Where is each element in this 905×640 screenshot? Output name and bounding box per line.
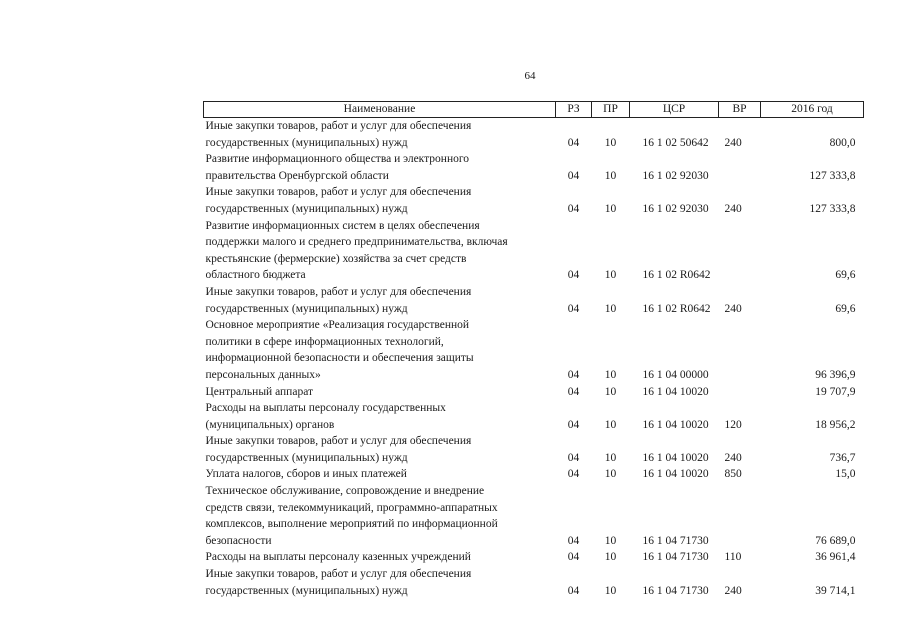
row-csr: 16 1 02 R0642 — [642, 269, 711, 282]
row-rz: 04 — [567, 534, 580, 547]
row-pr: 10 — [604, 136, 617, 149]
row-sum: 15,0 — [835, 468, 856, 481]
row-vr: 110 — [724, 551, 742, 564]
row-pr: 10 — [604, 302, 617, 315]
table-row — [204, 466, 864, 483]
row-vr — [719, 151, 761, 184]
row-name: Иные закупки товаров, работ и услуг для обеспечения государственных (муниципальных) нужд — [205, 285, 472, 315]
row-rz: 04 — [567, 468, 580, 481]
table-row — [204, 218, 864, 284]
row-csr: 16 1 02 92030 — [642, 169, 709, 182]
row-csr: 16 1 04 71730 — [642, 534, 709, 547]
header-year: 2016 год — [761, 102, 864, 118]
row-vr — [719, 218, 761, 284]
row-name: Иные закупки товаров, работ и услуг для обеспечения государственных (муниципальных) нужд — [205, 435, 472, 464]
row-csr: 16 1 02 92030 — [642, 202, 709, 215]
row-pr: 10 — [604, 368, 617, 381]
row-name: Расходы на выплаты персоналу казенных учреждений — [205, 551, 471, 564]
header-rz: РЗ — [556, 102, 592, 118]
row-csr: 16 1 04 10020 — [642, 451, 709, 464]
row-name: Техническое обслуживание, сопровождение и внедрение средств связи, телекоммуникаций, программно-аппаратных комплексов, выполнение мероприятий по информационной безопасности — [205, 485, 498, 547]
row-vr — [719, 483, 761, 549]
row-name: Развитие информационных систем в целях обеспечения поддержки малого и среднего предпринимательства, включая крестьянские (фермерские) хозяйства за счет средств областного бюджета — [205, 219, 508, 282]
table-row — [204, 184, 864, 217]
row-name: Центральный аппарат — [205, 385, 314, 398]
row-csr: 16 1 04 00000 — [642, 368, 709, 381]
row-sum: 127 333,8 — [809, 169, 856, 182]
row-vr: 240 — [724, 584, 742, 597]
header-pr: ПР — [592, 102, 630, 118]
table-body — [204, 118, 864, 600]
row-sum: 36 961,4 — [815, 551, 856, 564]
row-sum: 18 956,2 — [815, 418, 856, 431]
row-rz: 04 — [567, 202, 580, 215]
table-row — [204, 118, 864, 152]
row-csr: 16 1 04 10020 — [642, 385, 709, 398]
row-rz: 04 — [567, 418, 580, 431]
header-csr: ЦСР — [630, 102, 719, 118]
row-vr: 240 — [724, 202, 742, 215]
row-vr — [719, 317, 761, 383]
table-row — [204, 284, 864, 317]
row-rz: 04 — [567, 551, 580, 564]
row-csr: 16 1 04 71730 — [642, 551, 709, 564]
row-csr: 16 1 04 10020 — [642, 468, 709, 481]
table-row — [204, 566, 864, 599]
row-sum: 127 333,8 — [809, 202, 856, 215]
row-rz: 04 — [567, 169, 580, 182]
row-pr: 10 — [604, 451, 617, 464]
row-csr: 16 1 02 R0642 — [642, 302, 711, 315]
row-name: Уплата налогов, сборов и иных платежей — [205, 468, 407, 481]
row-csr: 16 1 02 50642 — [642, 136, 709, 149]
row-vr: 240 — [724, 451, 742, 464]
row-rz: 04 — [567, 368, 580, 381]
row-pr: 10 — [604, 534, 617, 547]
row-name: Иные закупки товаров, работ и услуг для обеспечения государственных (муниципальных) нужд — [205, 186, 472, 215]
header-vr: ВР — [719, 102, 761, 118]
budget-table-container — [203, 101, 863, 599]
row-rz: 04 — [567, 269, 580, 282]
page-number: 64 — [524, 70, 536, 82]
table-row — [204, 384, 864, 401]
row-sum: 19 707,9 — [815, 385, 856, 398]
table-row — [204, 483, 864, 549]
row-rz: 04 — [567, 136, 580, 149]
row-vr: 240 — [724, 136, 742, 149]
row-name: Основное мероприятие «Реализация государственной политики в сфере информационных технологий, информационной безопасности и обеспечения защиты персональных данных» — [205, 319, 474, 381]
row-name: Развитие информационного общества и электронного правительства Оренбургской области — [205, 153, 470, 182]
table-row — [204, 549, 864, 566]
row-sum: 69,6 — [835, 302, 856, 315]
row-name: Иные закупки товаров, работ и услуг для обеспечения государственных (муниципальных) нужд — [205, 568, 472, 597]
row-sum: 76 689,0 — [815, 534, 856, 547]
row-sum: 69,6 — [835, 269, 856, 282]
table-row — [204, 151, 864, 184]
table-row — [204, 433, 864, 466]
row-pr: 10 — [604, 202, 617, 215]
row-csr: 16 1 04 10020 — [642, 418, 709, 431]
row-sum: 39 714,1 — [815, 584, 856, 597]
row-vr: 850 — [724, 468, 742, 481]
row-csr: 16 1 04 71730 — [642, 584, 709, 597]
row-pr: 10 — [604, 418, 617, 431]
row-pr: 10 — [604, 551, 617, 564]
row-rz: 04 — [567, 385, 580, 398]
row-vr: 240 — [724, 302, 742, 315]
table-row — [204, 400, 864, 433]
row-vr: 120 — [724, 418, 742, 431]
row-vr — [719, 384, 761, 401]
row-pr: 10 — [604, 584, 617, 597]
row-sum: 96 396,9 — [815, 368, 856, 381]
row-sum: 736,7 — [829, 451, 856, 464]
row-rz: 04 — [567, 451, 580, 464]
row-name: Иные закупки товаров, работ и услуг для обеспечения государственных (муниципальных) нужд — [205, 120, 472, 149]
row-pr: 10 — [604, 385, 617, 398]
row-rz: 04 — [567, 302, 580, 315]
row-name: Расходы на выплаты персоналу государственных (муниципальных) органов — [205, 402, 446, 431]
row-pr: 10 — [604, 169, 617, 182]
header-name: Наименование — [204, 102, 556, 118]
row-pr: 10 — [604, 269, 617, 282]
row-pr: 10 — [604, 468, 617, 481]
row-rz: 04 — [567, 584, 580, 597]
row-sum: 800,0 — [829, 136, 856, 149]
table-header-row — [204, 102, 864, 118]
table-row — [204, 317, 864, 383]
budget-table — [203, 101, 864, 599]
